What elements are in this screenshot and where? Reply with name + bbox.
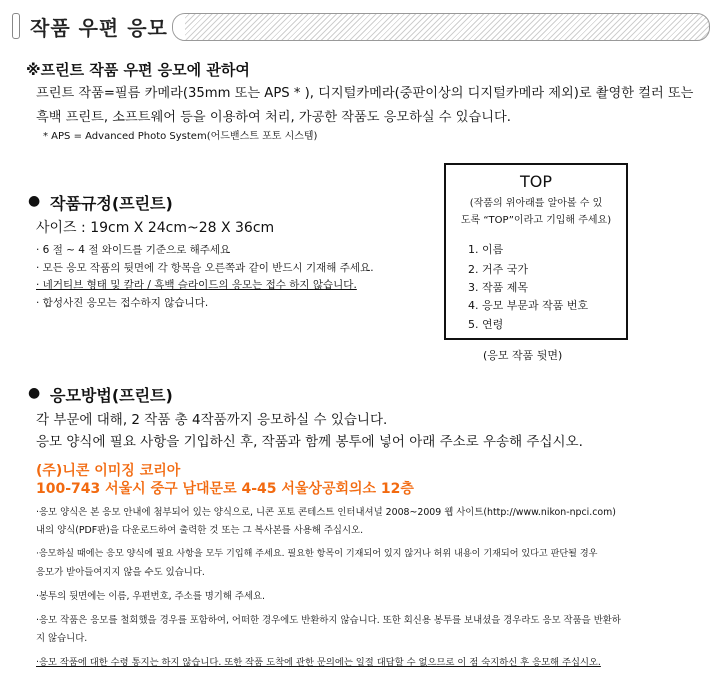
spec-note: · 합성사진 응모는 접수하지 않습니다. (36, 297, 209, 309)
top-item: 5. 연령 (468, 318, 504, 331)
intro-line-1: 프린트 작품=필름 카메라(35mm 또는 APS * ), 디지털카메라(중판이상의 디지털카메라 제외)로 촬영한 컬러 또는 (36, 86, 694, 101)
spec-note: · 6 절 ~ 4 절 와이드를 기준으로 해주세요 (36, 244, 231, 256)
method-note: ·응모 양식은 본 응모 안내에 첨부되어 있는 양식으로, 니콘 포토 콘테스트 인터내셔널 2008~2009 웹 사이트(http://www.nikon-npci.com) (36, 507, 616, 518)
intro-title: ※프린트 작품 우편 응모에 관하여 (26, 61, 250, 79)
top-item: 4. 응모 부문과 작품 번호 (468, 299, 589, 312)
top-item: 2. 거주 국가 (468, 263, 528, 276)
top-box-caption: (응모 작품 뒷면) (483, 349, 563, 362)
spec-note: · 모든 응모 작품의 뒷면에 각 항목을 오른쪽과 같이 반드시 기재해 주세요. (36, 262, 374, 274)
aps-footnote: * APS = Advanced Photo System(어드밴스트 포토 시스템) (43, 131, 318, 142)
method-note: ·응모 작품은 응모를 철회했을 경우를 포함하여, 어떠한 경우에도 반환하지 않습니다. 또한 회신용 봉투를 보내셨을 경우라도 응모 작품을 반환하 (36, 615, 621, 626)
page-title: 작품 우편 응모 (30, 16, 168, 40)
method-line-2: 응모 양식에 필요 사항을 기입하신 후, 작품과 함께 봉투에 넣어 아래 주소로 우송해 주십시오. (36, 434, 583, 450)
spec-bullet-icon: ● (28, 193, 41, 209)
page-header (12, 8, 708, 44)
top-label-example-box (444, 163, 628, 340)
top-item: 3. 작품 제목 (468, 281, 528, 294)
method-note: ·응모하실 때에는 응모 양식에 필요 사항을 모두 기입해 주세요. 필요한 항목이 기재되어 있지 않거나 허위 내용이 기재되어 있다고 판단될 경우 (36, 549, 598, 559)
intro-line-2: 흑백 프린트, 소프트웨어 등을 이용하여 처리, 가공한 작품도 응모하실 수 있습니다. (36, 110, 511, 125)
spec-title: 작품규정(프린트) (50, 194, 173, 213)
top-desc-1: (작품의 위아래를 알아볼 수 있 (469, 198, 603, 209)
method-note: ·봉투의 뒷면에는 이름, 우편번호, 주소를 명기해 주세요. (36, 591, 266, 602)
header-decoration (172, 13, 710, 41)
spec-note: · 네거티브 형태 및 칼라 / 흑백 슬라이드의 응모는 접수 하지 않습니다. (36, 279, 357, 291)
method-note: ·응모 작품에 대한 수령 통지는 하지 않습니다. 또한 작품 도착에 관한 문의에는 일절 대답할 수 없으므로 이 점 숙지하신 후 응모해 주십시오. (36, 657, 601, 668)
method-note: 응모가 받아들여지지 않을 수도 있습니다. (36, 567, 205, 578)
method-note: 지 않습니다. (36, 633, 88, 644)
top-desc-2: 도록 “TOP”이라고 기입해 주세요) (460, 215, 612, 226)
method-line-1: 각 부문에 대해, 2 작품 총 4작품까지 응모하실 수 있습니다. (36, 412, 388, 428)
spec-size: 사이즈 : 19cm X 24cm~28 X 36cm (36, 220, 275, 236)
method-title: 응모방법(프린트) (50, 386, 173, 405)
method-note: 내의 양식(PDF판)을 다운로드하여 출력한 것 또는 그 복사본를 사용해 주십시오. (36, 525, 364, 536)
company-address: 100-743 서울시 중구 남대문로 4-45 서울상공회의소 12층 (36, 481, 414, 497)
top-title: TOP (519, 172, 552, 191)
method-bullet-icon: ● (28, 385, 41, 401)
company-name: (주)니콘 이미징 코리아 (36, 463, 181, 479)
top-item: 1. 이름 (468, 243, 504, 256)
header-bar-icon (12, 13, 20, 39)
